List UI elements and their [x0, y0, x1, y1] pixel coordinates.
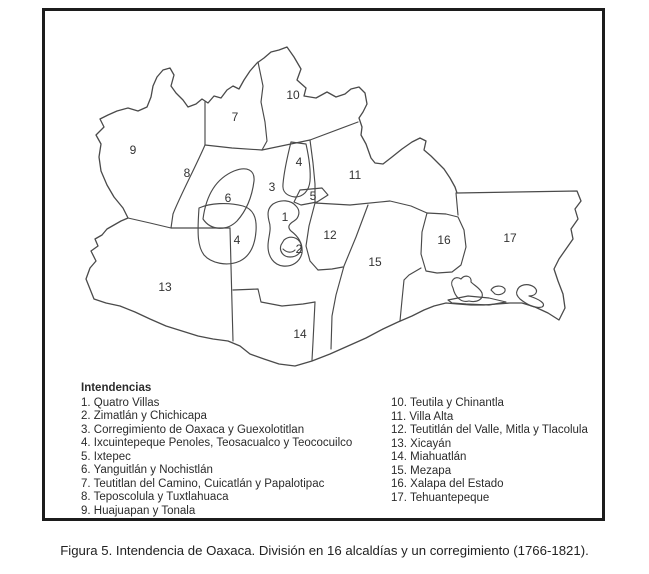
region-boundary-9-13	[128, 218, 230, 228]
map-legend	[81, 382, 596, 518]
region-4-left-blob	[198, 204, 256, 264]
region-boundary-10-11	[262, 122, 358, 150]
region-boundary-11-bottom	[315, 201, 427, 213]
map-region-label-14: 14	[293, 327, 307, 341]
legend-item: 6. Yanguitlán y Nochistlán	[81, 464, 213, 476]
map-region-label-5: 5	[309, 189, 317, 203]
legend-item: 17. Tehuantepeque	[391, 491, 490, 504]
legend-item: 14. Miahuatlán	[391, 451, 467, 463]
coast-island-1	[452, 276, 483, 301]
region-boundary-7-bottom	[205, 145, 262, 150]
region-boundary-12-left	[306, 203, 318, 270]
legend-item: 3. Corregimiento de Oaxaca y Guexolotitlan	[81, 423, 305, 436]
region-boundary-8-9	[171, 145, 205, 228]
map-region-label-10: 10	[286, 88, 300, 102]
map-region-label-8: 8	[183, 166, 191, 180]
map-region-label-3: 3	[268, 180, 276, 194]
map-region-label-1: 1	[281, 210, 289, 224]
map-region-label-13: 13	[158, 280, 172, 294]
map-region-label-12: 12	[323, 228, 337, 242]
map-region-label-7: 7	[231, 110, 239, 124]
map-region-label-16: 16	[437, 233, 451, 247]
region-boundary-17-left	[456, 193, 458, 215]
legend-item: 2. Zimatlán y Chichicapa	[81, 410, 207, 422]
map-region-label-4a: 4	[295, 155, 303, 169]
legend-item: 4. Ixcuintepeque Penoles, Teosacualco y Teococuilco	[81, 437, 353, 449]
map-region-label-17: 17	[503, 231, 517, 245]
region-boundary-15-left	[331, 205, 368, 349]
region-boundary-13-right	[230, 228, 233, 341]
coast-island-3	[517, 285, 544, 308]
legend-item: 13. Xicayán	[391, 437, 452, 450]
map-region-label-11: 11	[348, 168, 362, 182]
legend-item: 11. Villa Alta	[391, 410, 454, 423]
legend-item: 10. Teutila y Chinantla	[391, 397, 504, 409]
legend-title: Intendencias	[81, 382, 152, 394]
legend-right-column	[391, 397, 588, 505]
region-boundary-14-right	[312, 302, 315, 360]
region-boundary-14-top	[233, 289, 315, 306]
map-region-label-4b: 4	[233, 233, 241, 247]
map-region-label-6: 6	[224, 191, 232, 205]
region-2-notch	[283, 249, 295, 252]
coast-island-2	[491, 286, 505, 295]
legend-item: 1. Quatro Villas	[81, 396, 160, 409]
figure-caption: Figura 5. Intendencia de Oaxaca. División en 16 alcaldías y un corregimiento (1766-1821).	[60, 543, 589, 558]
figure-frame	[42, 8, 605, 521]
legend-item: 7. Teutitlan del Camino, Cuicatlán y Papalotipac	[81, 477, 325, 490]
legend-item: 16. Xalapa del Estado	[391, 478, 504, 490]
region-boundary-7-10	[258, 62, 267, 150]
legend-item: 8. Teposcolula y Tuxtlahuaca	[81, 491, 229, 503]
legend-item: 15. Mezapa	[391, 464, 452, 477]
map-outline	[86, 47, 581, 366]
map-region-label-9: 9	[129, 143, 137, 157]
legend-item: 5. Ixtepec	[81, 450, 131, 463]
region-4-top-blob	[283, 142, 310, 197]
region-boundary-12-bottom	[318, 267, 343, 270]
map-region-label-15: 15	[368, 255, 382, 269]
legend-item: 12. Teutitlán del Valle, Mitla y Tlacolula	[391, 424, 588, 436]
map-region-label-2: 2	[295, 242, 303, 256]
legend-item: 9. Huajuapan y Tonala	[81, 504, 196, 517]
